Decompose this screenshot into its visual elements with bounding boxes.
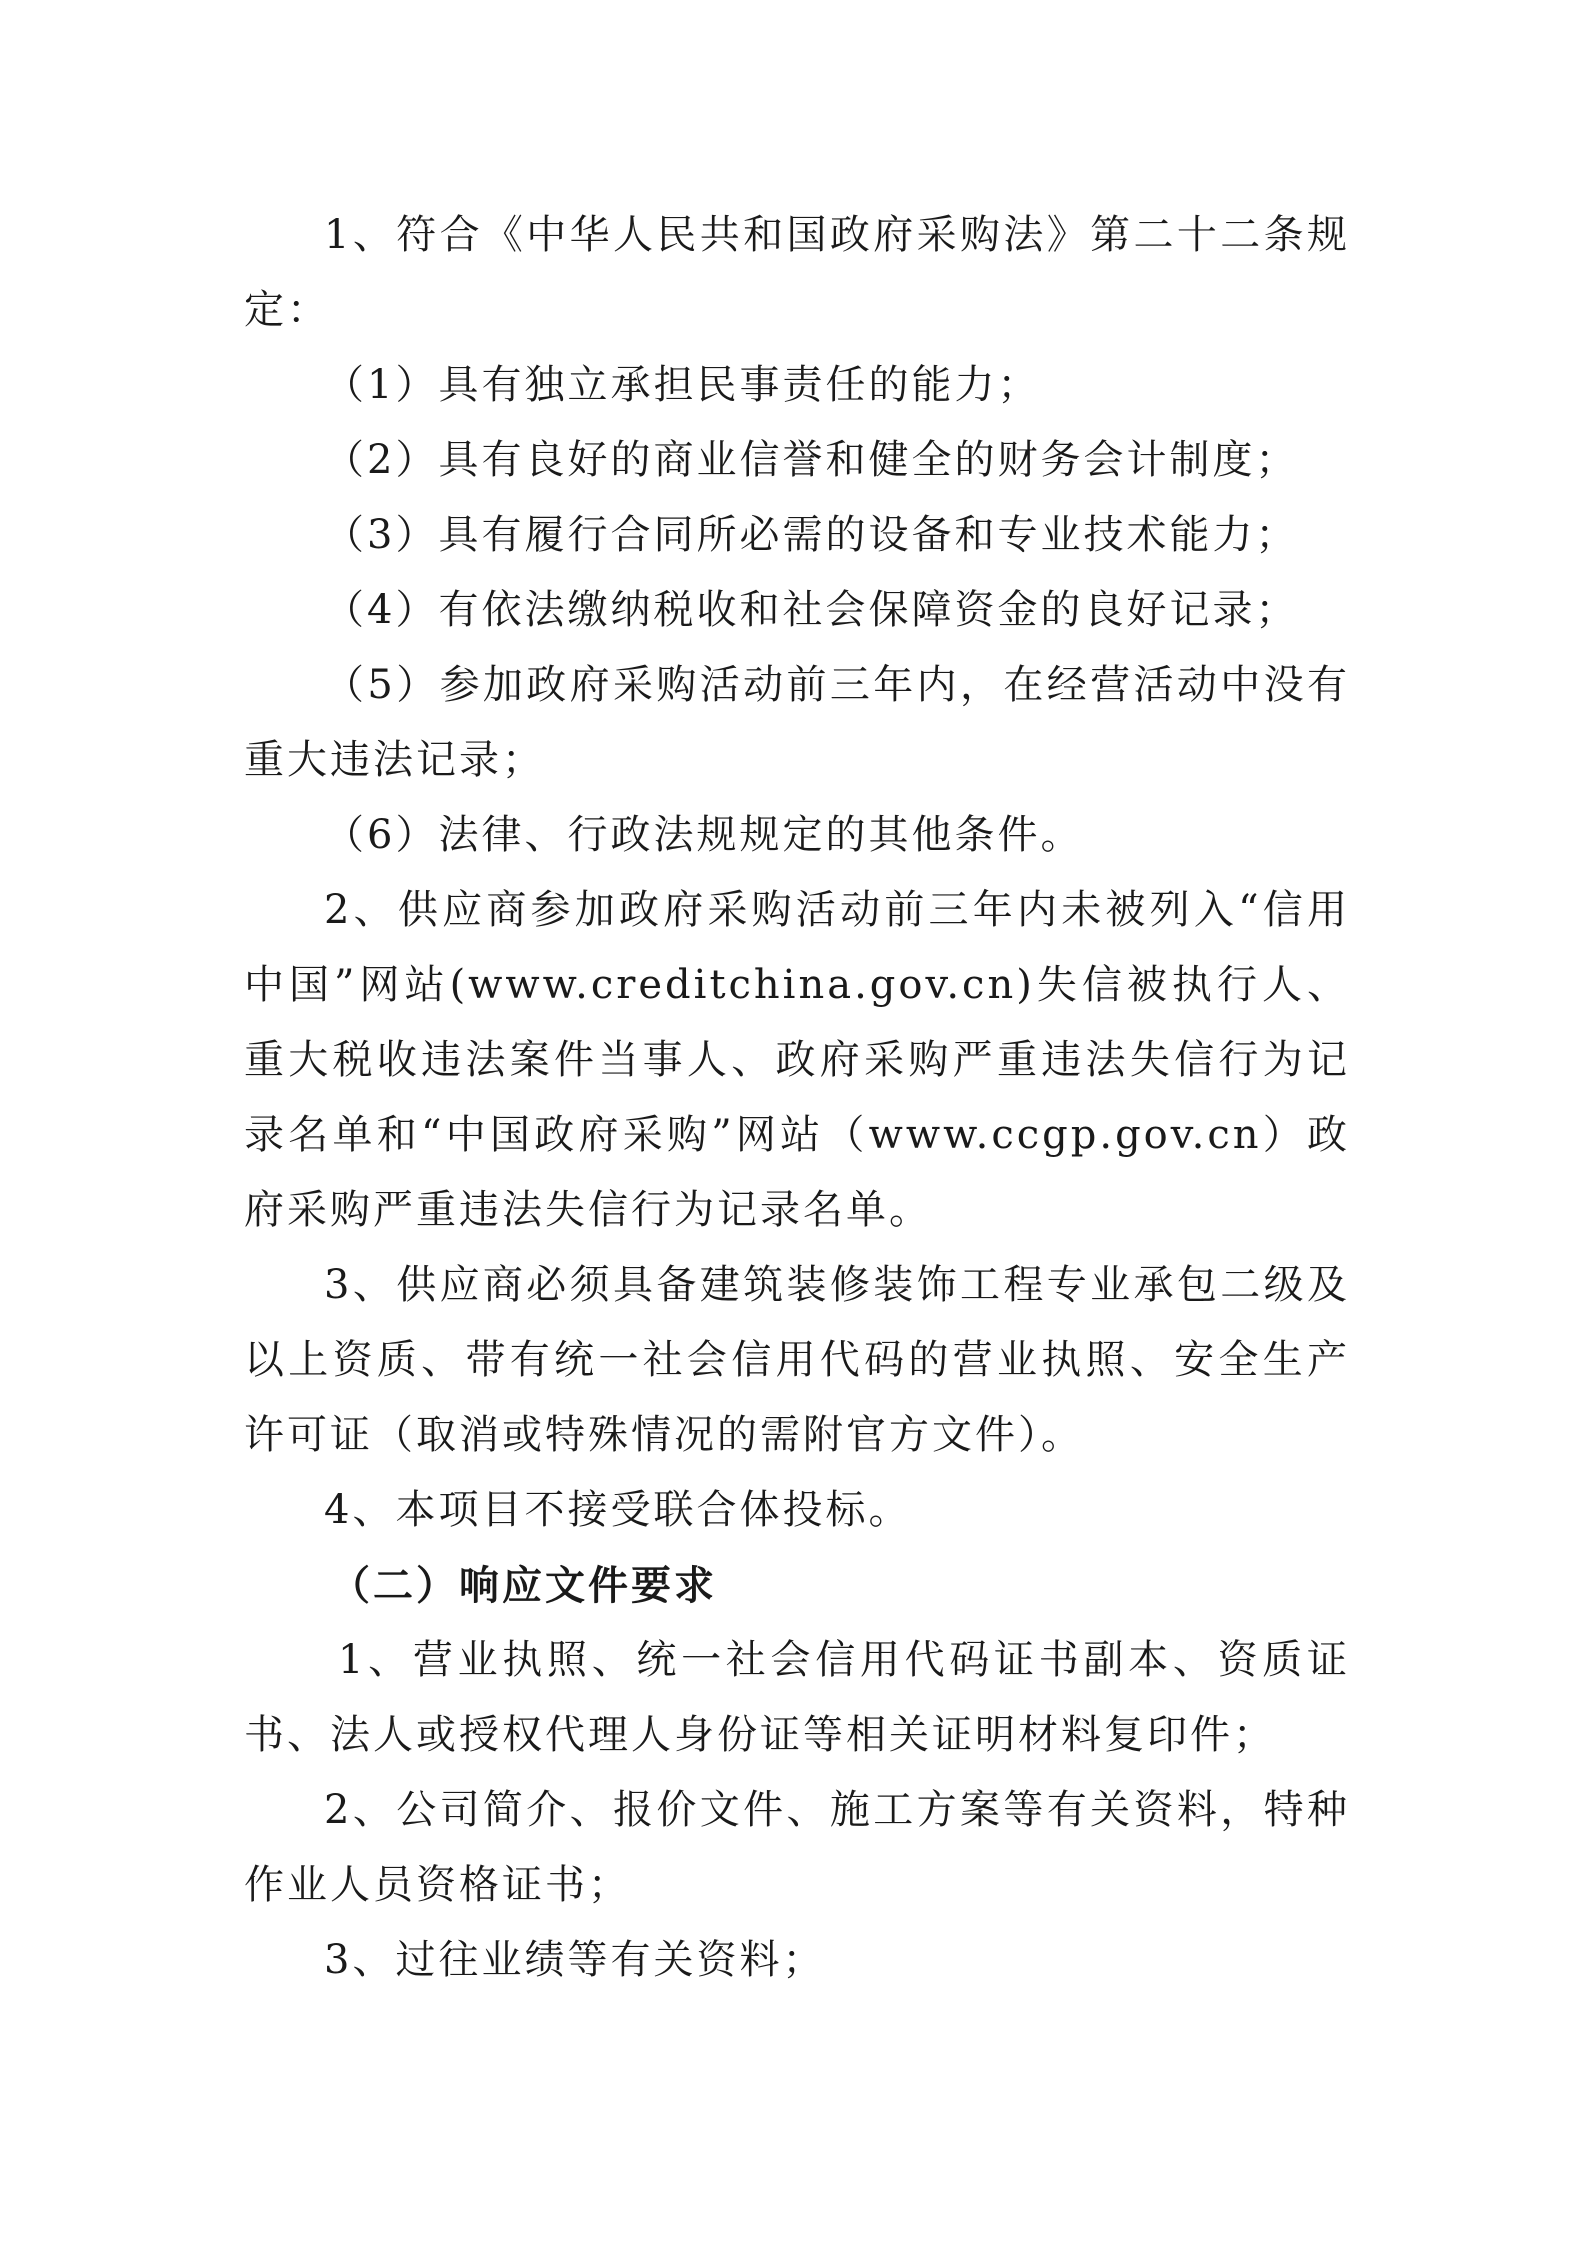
sub-item-6: （6）法律、行政法规规定的其他条件。	[324, 812, 1084, 858]
response-item-2: 2、公司简介、报价文件、施工方案等有关资料，特种作业人员资格证书；	[244, 1787, 1350, 1908]
sub-item-1: （1）具有独立承担民事责任的能力；	[324, 362, 1041, 408]
response-item-3: 3、过往业绩等有关资料；	[324, 1937, 826, 1983]
requirement-item-1: 1、符合《中华人民共和国政府采购法》第二十二条规定：	[244, 212, 1350, 333]
requirement-item-2: 2、供应商参加政府采购活动前三年内未被列入“信用中国”网站(www.creditchina.gov.cn)失信被执行人、重大税收违法案件当事人、政府采购严重违法失信行为记录名单和“中国政府采购”网站（www.ccgp.gov.cn）政府采购严重违法失信行为记录名单。	[244, 887, 1350, 1233]
response-item-1: 1、营业执照、统一社会信用代码证书副本、资质证书、法人或授权代理人身份证等相关证明材料复印件；	[244, 1637, 1350, 1758]
requirement-item-4: 4、本项目不接受联合体投标。	[324, 1487, 912, 1533]
sub-item-2: （2）具有良好的商业信誉和健全的财务会计制度；	[324, 437, 1299, 483]
sub-item-5: （5）参加政府采购活动前三年内，在经营活动中没有重大违法记录；	[244, 662, 1350, 783]
sub-item-3: （3）具有履行合同所必需的设备和专业技术能力；	[324, 512, 1299, 558]
requirement-item-3: 3、供应商必须具备建筑装修装饰工程专业承包二级及以上资质、带有统一社会信用代码的营业执照、安全生产许可证（取消或特殊情况的需附官方文件）。	[244, 1262, 1350, 1458]
document-body	[244, 198, 1350, 1998]
sub-item-4: （4）有依法缴纳税收和社会保障资金的良好记录；	[324, 587, 1299, 633]
section-heading: （二）响应文件要求	[330, 1562, 717, 1609]
